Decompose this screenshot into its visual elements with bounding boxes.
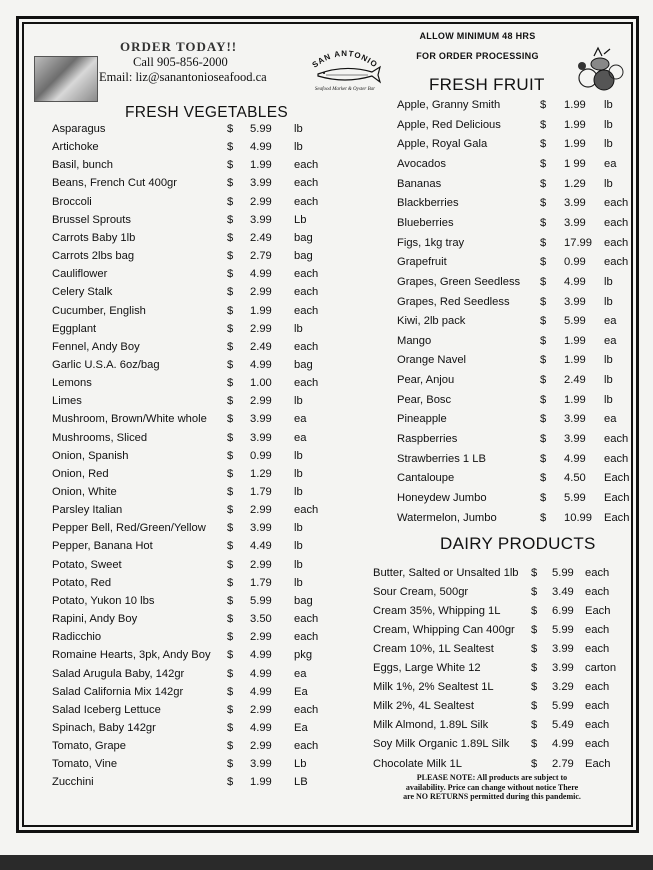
- currency-sign: $: [540, 354, 547, 367]
- item-price: 1.99: [564, 138, 586, 151]
- item-unit: Lb: [294, 213, 307, 226]
- item-name: Salad Iceberg Lettuce: [52, 703, 161, 716]
- item-name: Salad Arugula Baby, 142gr: [52, 667, 185, 680]
- item-price: 3.99: [564, 295, 586, 308]
- item-price: 1.99: [250, 304, 272, 317]
- currency-sign: $: [540, 315, 547, 328]
- item-name: Butter, Salted or Unsalted 1lb: [373, 567, 519, 579]
- currency-sign: $: [227, 758, 234, 771]
- currency-sign: $: [227, 268, 234, 281]
- item-name: Avocados: [397, 157, 446, 170]
- item-unit: ea: [294, 413, 307, 426]
- item-name: Radicchio: [52, 631, 102, 644]
- currency-sign: $: [540, 118, 547, 131]
- currency-sign: $: [540, 197, 547, 210]
- item-price: 1.99: [250, 776, 272, 789]
- item-price: 4.99: [250, 141, 272, 154]
- item-unit: each: [294, 504, 319, 517]
- item-name: Cucumber, English: [52, 304, 146, 317]
- currency-sign: $: [227, 213, 234, 226]
- item-price: 2.99: [250, 286, 272, 299]
- item-unit: Each: [604, 511, 630, 524]
- currency-sign: $: [531, 719, 538, 732]
- currency-sign: $: [227, 649, 234, 662]
- currency-sign: $: [227, 776, 234, 789]
- currency-sign: $: [531, 643, 538, 656]
- currency-sign: $: [227, 540, 234, 553]
- currency-sign: $: [227, 721, 234, 734]
- currency-sign: $: [227, 141, 234, 154]
- item-name: Artichoke: [52, 141, 99, 154]
- item-name: Milk Almond, 1.89L Silk: [373, 719, 489, 732]
- currency-sign: $: [531, 700, 538, 713]
- item-unit: lb: [604, 118, 613, 131]
- item-name: Pepper Bell, Red/Green/Yellow: [52, 522, 206, 535]
- currency-sign: $: [227, 449, 234, 462]
- currency-sign: $: [540, 295, 547, 308]
- item-price: 4.99: [250, 685, 272, 698]
- item-unit: each: [294, 631, 319, 644]
- order-today-heading: ORDER TODAY!!: [120, 39, 238, 54]
- currency-sign: $: [227, 413, 234, 426]
- item-price: 17.99: [564, 236, 592, 249]
- item-name: Potato, Red: [52, 576, 112, 589]
- item-price: 5.49: [552, 719, 574, 732]
- item-unit: each: [585, 586, 610, 599]
- currency-sign: $: [227, 250, 234, 263]
- svg-text:SAN ANTONIO: [310, 49, 379, 70]
- item-unit: each: [604, 197, 629, 210]
- item-name: Milk 1%, 2% Sealtest 1L: [373, 681, 494, 694]
- currency-sign: $: [227, 377, 234, 390]
- note-line: availability. Price can change without notice There: [405, 782, 579, 792]
- item-unit: lb: [294, 395, 303, 408]
- item-price: 4.99: [564, 275, 586, 288]
- item-unit: Each: [604, 472, 630, 485]
- item-name: Asparagus: [52, 123, 106, 135]
- item-unit: lb: [604, 99, 613, 111]
- item-price: 1.99: [564, 354, 586, 367]
- item-name: Beans, French Cut 400gr: [52, 177, 177, 190]
- phone-number: Call 905-856-2000: [133, 55, 228, 69]
- item-unit: each: [585, 567, 610, 579]
- item-price: 3.50: [250, 613, 272, 626]
- item-unit: each: [585, 681, 610, 694]
- vegetables-heading: FRESH VEGETABLES: [125, 104, 289, 121]
- please-note: [372, 773, 612, 802]
- item-price: 1.99: [564, 393, 586, 406]
- item-unit: ea: [604, 157, 617, 170]
- currency-sign: $: [227, 576, 234, 589]
- item-name: Blackberries: [397, 197, 459, 210]
- item-price: 1.79: [250, 486, 272, 498]
- item-price: 5.99: [552, 567, 574, 579]
- item-price: 3.99: [552, 643, 574, 656]
- order-processing-line: FOR ORDER PROCESSING: [416, 51, 539, 61]
- item-name: Sour Cream, 500gr: [373, 586, 469, 599]
- item-unit: each: [604, 452, 629, 465]
- currency-sign: $: [227, 667, 234, 680]
- item-price: 3.99: [564, 216, 586, 229]
- currency-sign: $: [540, 236, 547, 249]
- item-price: 3.99: [250, 213, 272, 226]
- dairy-heading: DAIRY PRODUCTS: [440, 534, 596, 553]
- item-name: Cream 35%, Whipping 1L: [373, 605, 501, 618]
- currency-sign: $: [531, 586, 538, 599]
- item-name: Cauliflower: [52, 268, 108, 281]
- item-price: 4.99: [250, 358, 272, 371]
- item-name: Pepper, Banana Hot: [52, 540, 153, 553]
- item-name: Mushroom, Brown/White whole: [52, 413, 207, 426]
- item-price: 4.99: [552, 738, 574, 751]
- currency-sign: $: [540, 374, 547, 387]
- item-unit: lb: [294, 467, 303, 480]
- item-price: 4.99: [250, 721, 272, 734]
- item-name: Salad California Mix 142gr: [52, 685, 184, 698]
- currency-sign: $: [227, 522, 234, 535]
- item-name: Romaine Hearts, 3pk, Andy Boy: [52, 649, 211, 662]
- currency-sign: $: [531, 605, 538, 618]
- item-unit: each: [294, 340, 319, 353]
- item-price: 2.79: [552, 757, 574, 770]
- currency-sign: $: [540, 177, 547, 190]
- item-name: Basil, bunch: [52, 159, 113, 172]
- item-unit: lb: [294, 123, 303, 135]
- currency-sign: $: [227, 231, 234, 244]
- item-price: 1.99: [564, 334, 586, 347]
- currency-sign: $: [227, 703, 234, 716]
- item-price: 1.79: [250, 576, 272, 589]
- item-name: Onion, Red: [52, 467, 109, 480]
- item-name: Soy Milk Organic 1.89L Silk: [373, 738, 510, 751]
- item-name: Onion, White: [52, 486, 117, 498]
- currency-sign: $: [540, 492, 547, 504]
- item-unit: each: [294, 286, 319, 299]
- currency-sign: $: [531, 681, 538, 694]
- item-unit: lb: [604, 354, 613, 367]
- item-unit: lb: [604, 275, 613, 288]
- currency-sign: $: [227, 358, 234, 371]
- currency-sign: $: [227, 504, 234, 517]
- item-price: 3.99: [552, 662, 574, 675]
- currency-sign: $: [227, 159, 234, 172]
- item-unit: pkg: [294, 649, 313, 662]
- item-price: 3.99: [250, 758, 272, 771]
- item-name: Orange Navel: [397, 354, 467, 367]
- item-unit: each: [604, 216, 629, 229]
- item-unit: lb: [604, 295, 613, 308]
- currency-sign: $: [227, 177, 234, 190]
- item-price: 4.99: [250, 667, 272, 680]
- currency-sign: $: [227, 304, 234, 317]
- item-price: 2.99: [250, 740, 272, 753]
- item-price: 3.99: [250, 431, 272, 444]
- item-name: Celery Stalk: [52, 286, 113, 299]
- item-unit: each: [585, 719, 610, 732]
- currency-sign: $: [531, 757, 538, 770]
- item-price: 3.49: [552, 586, 574, 599]
- item-name: Eggs, Large White 12: [373, 662, 481, 675]
- item-unit: ea: [294, 667, 307, 680]
- item-price: 3.99: [250, 413, 272, 426]
- item-unit: each: [294, 613, 319, 626]
- item-unit: each: [294, 304, 319, 317]
- item-name: Apple, Royal Gala: [397, 138, 488, 151]
- item-name: Apple, Red Delicious: [397, 118, 501, 131]
- item-unit: lb: [604, 138, 613, 151]
- item-unit: Ea: [294, 721, 308, 734]
- item-unit: lb: [604, 177, 613, 190]
- item-unit: lb: [604, 393, 613, 406]
- item-name: Strawberries 1 LB: [397, 452, 486, 465]
- item-unit: each: [294, 195, 319, 208]
- item-name: Cantaloupe: [397, 472, 455, 485]
- item-price: 0.99: [250, 449, 272, 462]
- item-unit: lb: [294, 322, 303, 335]
- currency-sign: $: [227, 631, 234, 644]
- item-name: Tomato, Vine: [52, 758, 118, 771]
- email-address: Email: liz@sanantonioseafood.ca: [99, 70, 267, 84]
- item-price: 10.99: [564, 511, 592, 524]
- item-price: 5.99: [250, 123, 272, 135]
- item-unit: each: [294, 703, 319, 716]
- item-name: Grapefruit: [397, 256, 447, 269]
- item-price: 2.49: [250, 231, 272, 244]
- item-unit: lb: [604, 374, 613, 387]
- item-price: 1.99: [564, 99, 586, 111]
- item-name: Brussel Sprouts: [52, 213, 131, 226]
- currency-sign: $: [540, 511, 547, 524]
- currency-sign: $: [540, 393, 547, 406]
- item-unit: lb: [294, 486, 303, 498]
- seafood-photo: [34, 56, 98, 102]
- item-unit: each: [585, 738, 610, 751]
- item-name: Apple, Granny Smith: [397, 99, 501, 111]
- item-name: Lemons: [52, 377, 92, 390]
- item-name: Pineapple: [397, 413, 447, 426]
- item-price: 2.49: [564, 374, 586, 387]
- item-price: 1 99: [564, 157, 586, 170]
- item-price: 1.00: [250, 377, 272, 390]
- item-name: Grapes, Red Seedless: [397, 295, 510, 308]
- item-unit: bag: [294, 250, 313, 263]
- item-name: Spinach, Baby 142gr: [52, 721, 156, 734]
- item-price: 5.99: [552, 700, 574, 713]
- item-price: 5.99: [564, 492, 586, 504]
- item-name: Garlic U.S.A. 6oz/bag: [52, 358, 160, 371]
- item-unit: each: [294, 740, 319, 753]
- item-unit: each: [294, 268, 319, 281]
- item-name: Kiwi, 2lb pack: [397, 315, 466, 328]
- item-unit: Each: [585, 757, 611, 770]
- item-unit: carton: [585, 662, 617, 675]
- item-unit: lb: [294, 558, 303, 571]
- item-name: Zucchini: [52, 776, 94, 789]
- item-price: 4.99: [250, 268, 272, 281]
- item-name: Blueberries: [397, 216, 454, 229]
- item-unit: Ea: [294, 685, 308, 698]
- item-unit: each: [585, 700, 610, 713]
- currency-sign: $: [531, 567, 538, 579]
- currency-sign: $: [540, 216, 547, 229]
- item-name: Broccoli: [52, 195, 92, 208]
- item-price: 3.99: [564, 197, 586, 210]
- item-unit: LB: [294, 776, 308, 789]
- item-name: Pear, Anjou: [397, 374, 455, 387]
- item-unit: Lb: [294, 758, 307, 771]
- item-name: Milk 2%, 4L Sealtest: [373, 700, 474, 713]
- currency-sign: $: [540, 256, 547, 269]
- note-line: PLEASE NOTE: All products are subject to: [416, 773, 568, 782]
- item-unit: bag: [294, 358, 313, 371]
- item-unit: bag: [294, 231, 313, 244]
- item-name: Figs, 1kg tray: [397, 236, 465, 249]
- currency-sign: $: [227, 286, 234, 299]
- item-price: 3.99: [564, 413, 586, 426]
- item-unit: bag: [294, 594, 313, 607]
- item-price: 4.50: [564, 472, 586, 485]
- item-name: Raspberries: [397, 433, 458, 446]
- item-name: Honeydew Jumbo: [397, 492, 487, 504]
- item-unit: each: [604, 236, 629, 249]
- item-unit: each: [604, 256, 629, 269]
- currency-sign: $: [540, 413, 547, 426]
- currency-sign: $: [227, 322, 234, 335]
- currency-sign: $: [531, 738, 538, 751]
- currency-sign: $: [540, 275, 547, 288]
- currency-sign: $: [227, 594, 234, 607]
- item-price: 3.99: [564, 433, 586, 446]
- currency-sign: $: [531, 624, 538, 637]
- item-price: 2.99: [250, 631, 272, 644]
- item-unit: lb: [294, 522, 303, 535]
- item-price: 5.99: [250, 594, 272, 607]
- item-price: 2.99: [250, 504, 272, 517]
- item-price: 2.99: [250, 395, 272, 408]
- item-name: Eggplant: [52, 322, 97, 335]
- item-price: 1.99: [564, 118, 586, 131]
- currency-sign: $: [540, 138, 547, 151]
- item-price: 2.99: [250, 703, 272, 716]
- item-name: Grapes, Green Seedless: [397, 275, 521, 288]
- item-name: Mushrooms, Sliced: [52, 431, 148, 444]
- item-unit: ea: [294, 431, 307, 444]
- item-unit: ea: [604, 315, 617, 328]
- currency-sign: $: [540, 99, 547, 111]
- item-name: Carrots Baby 1lb: [52, 231, 136, 244]
- item-unit: each: [585, 624, 610, 637]
- item-price: 1.29: [250, 467, 272, 480]
- currency-sign: $: [227, 395, 234, 408]
- item-price: 5.99: [552, 624, 574, 637]
- currency-sign: $: [540, 157, 547, 170]
- logo-subtitle: Seafood Market & Oyster Bar: [314, 87, 376, 92]
- currency-sign: $: [227, 431, 234, 444]
- currency-sign: $: [227, 123, 234, 135]
- fruit-basket-icon: [574, 46, 626, 96]
- item-price: 3.99: [250, 177, 272, 190]
- item-name: Pear, Bosc: [397, 393, 452, 406]
- item-name: Cream, Whipping Can 400gr: [373, 624, 515, 637]
- item-price: 3.29: [552, 681, 574, 694]
- item-name: Potato, Yukon 10 lbs: [52, 594, 155, 607]
- item-unit: each: [294, 177, 319, 190]
- item-unit: Each: [604, 492, 630, 504]
- item-unit: each: [585, 643, 610, 656]
- item-price: 2.99: [250, 558, 272, 571]
- item-name: Mango: [397, 334, 432, 347]
- item-unit: lb: [294, 540, 303, 553]
- currency-sign: $: [540, 452, 547, 465]
- item-name: Rapini, Andy Boy: [52, 613, 138, 626]
- item-name: Potato, Sweet: [52, 558, 122, 571]
- item-unit: lb: [294, 449, 303, 462]
- item-unit: ea: [604, 413, 617, 426]
- currency-sign: $: [227, 740, 234, 753]
- item-price: 4.99: [250, 649, 272, 662]
- item-unit: each: [604, 433, 629, 446]
- currency-sign: $: [531, 662, 538, 675]
- item-price: 3.99: [250, 522, 272, 535]
- item-unit: ea: [604, 334, 617, 347]
- item-unit: lb: [294, 576, 303, 589]
- item-unit: Each: [585, 605, 611, 618]
- item-name: Watermelon, Jumbo: [397, 511, 497, 524]
- allow-minimum-line: ALLOW MINIMUM 48 HRS: [419, 31, 536, 41]
- currency-sign: $: [227, 467, 234, 480]
- item-price: 2.99: [250, 195, 272, 208]
- item-price: 2.99: [250, 322, 272, 335]
- item-name: Parsley Italian: [52, 504, 123, 517]
- background-edge: [0, 855, 653, 870]
- item-price: 6.99: [552, 605, 574, 618]
- currency-sign: $: [540, 472, 547, 485]
- currency-sign: $: [227, 685, 234, 698]
- logo-text: SAN ANTONIO: [310, 48, 380, 70]
- item-price: 0.99: [564, 256, 586, 269]
- item-name: Fennel, Andy Boy: [52, 340, 140, 353]
- item-price: 1.99: [250, 159, 272, 172]
- currency-sign: $: [227, 486, 234, 498]
- currency-sign: $: [227, 340, 234, 353]
- item-price: 2.79: [250, 250, 272, 263]
- item-price: 1.29: [564, 177, 586, 190]
- item-price: 4.99: [564, 452, 586, 465]
- item-name: Chocolate Milk 1L: [373, 757, 462, 770]
- item-name: Limes: [52, 395, 82, 408]
- currency-sign: $: [227, 558, 234, 571]
- item-unit: each: [294, 159, 319, 172]
- item-name: Onion, Spanish: [52, 449, 129, 462]
- item-name: Carrots 2lbs bag: [52, 250, 135, 263]
- currency-sign: $: [227, 613, 234, 626]
- currency-sign: $: [227, 195, 234, 208]
- item-name: Bananas: [397, 177, 442, 190]
- currency-sign: $: [540, 433, 547, 446]
- item-name: Tomato, Grape: [52, 740, 126, 753]
- item-price: 2.49: [250, 340, 272, 353]
- note-line: are NO RETURNS permitted during this pandemic.: [403, 792, 581, 801]
- item-price: 5.99: [564, 315, 586, 328]
- item-unit: lb: [294, 141, 303, 154]
- item-price: 4.49: [250, 540, 272, 553]
- item-unit: each: [294, 377, 319, 390]
- item-name: Cream 10%, 1L Sealtest: [373, 643, 494, 656]
- currency-sign: $: [540, 334, 547, 347]
- fruit-heading: FRESH FRUIT: [429, 75, 545, 94]
